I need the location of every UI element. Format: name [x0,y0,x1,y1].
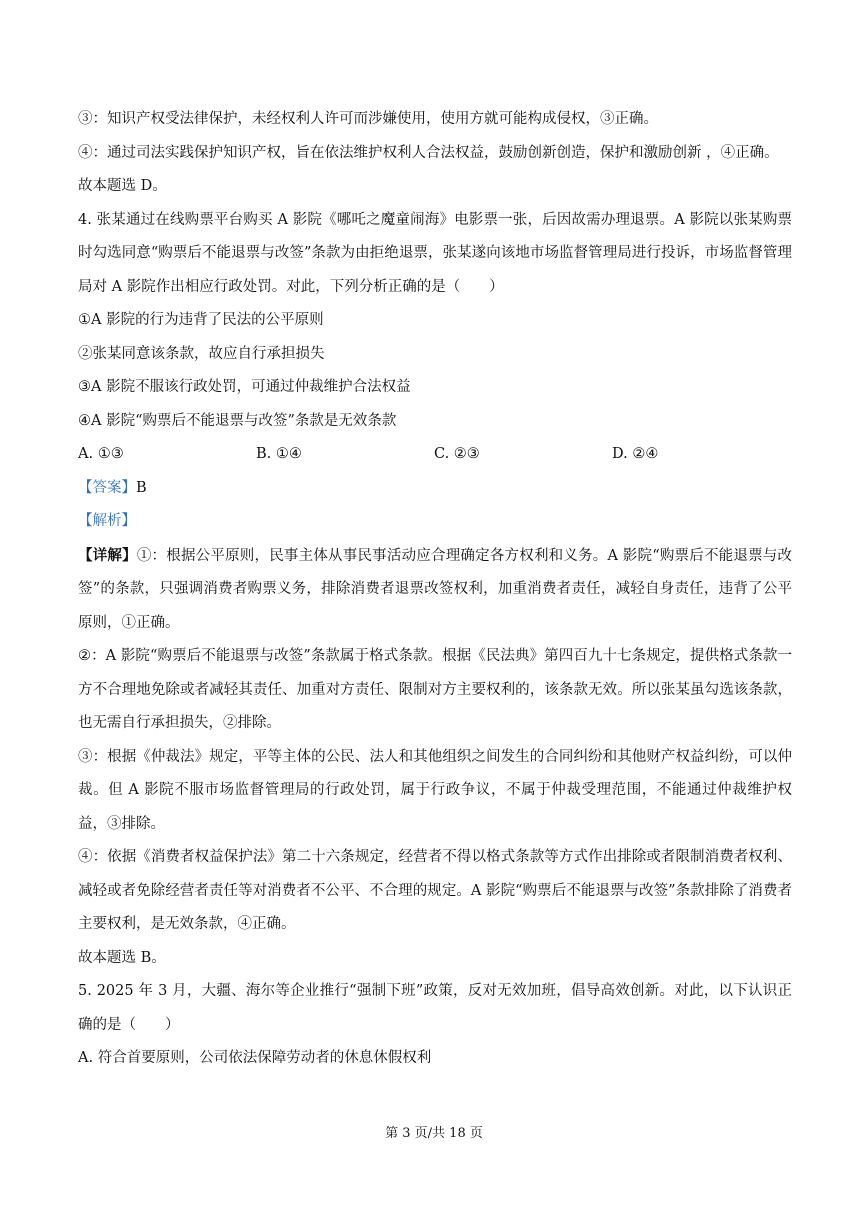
question-4-item-1: ①A 影院的行为违背了民法的公平原则 [78,312,324,328]
answer-line [78,472,792,506]
detail-2: ②：A 影院“购票后不能退票与改签”条款属于格式条款。根据《民法典》第四百九十七条规定，提供格式条款一方不合理地免除或者减轻其责任、加重对方责任、限制对方主要权利的，该条款无效。所以张某虽勾选该条款，也无需自行承担损失，②排除。 [78,648,792,731]
answer-tag: 【答案】 [78,479,136,496]
option-a: A. ①③ [78,446,124,462]
question-4-item-4: ④A 影院“购票后不能退票与改签”条款是无效条款 [78,412,397,429]
question-5-option-a: A. 符合首要原则，公司依法保障劳动者的休息休假权利 [78,1050,432,1066]
detail-1 [78,539,792,641]
question-4-stem: 4. 张某通过在线购票平台购买 A 影院《哪吒之魔童闹海》电影票一张，后因故需办理退票。A 影院以张某购票时勾选同意“购票后不能退票与改签”条款为由拒绝退票，张某遂向该地市场监督管理局进行投诉，市场监督管理局对 A 影院作出相应行政处罚。对此，下列分析正确的是（ ） [78,211,792,295]
analysis-line [78,505,792,539]
option-c: C. ②③ [434,446,480,462]
question-4-conclusion: 故本题选 B。 [78,949,166,966]
question-4-options [78,438,792,472]
prev-analysis-3: ③：知识产权受法律保护，未经权利人许可而涉嫌使用，使用方就可能构成侵权，③正确。 [78,111,658,127]
detail-tag: 【详解】 [78,546,137,564]
question-4-item-2: ②张某同意该条款，故应自行承担损失 [78,345,325,362]
detail-3: ③：根据《仲裁法》规定，平等主体的公民、法人和其他组织之间发生的合同纠纷和其他财产权益纠纷，可以仲裁。但 A 影院不服市场监督管理局的行政处罚，属于行政争议，不属于仲裁受理范围，不能通过仲裁维护权益，③排除。 [78,748,792,832]
option-d: D. ②④ [612,446,659,462]
prev-conclusion: 故本题选 D。 [78,178,167,194]
answer-value: B [136,479,147,496]
detail-4: ④：依据《消费者权益保护法》第二十六条规定，经营者不得以格式条款等方式作出排除或者限制消费者权利、减轻或者免除经营者责任等对消费者不公平、不合理的规定。A 影院“购票后不能退票与改签”条款排除了消费者主要权利，是无效条款，④正确。 [78,849,792,932]
detail-1-text: ①：根据公平原则，民事主体从事民事活动应合理确定各方权利和义务。A 影院“购票后不能退票与改签”的条款，只强调消费者购票义务，排除消费者退票改签权利，加重消费者责任，减轻自身责任，违背了公平原则，①正确。 [78,547,792,631]
prev-analysis-4: ④：通过司法实践保护知识产权，旨在依法维护权利人合法权益，鼓励创新创造，保护和激励创新 ，④正确。 [78,144,779,161]
document-body [78,103,792,1076]
page-footer: 第 3 页/共 18 页 [385,1126,483,1141]
question-5-stem: 5. 2025 年 3 月，大疆、海尔等企业推行“强制下班”政策，反对无效加班，倡导高效创新。对此，以下认识正确的是（ ） [78,983,792,1033]
question-4-item-3: ③A 影院不服该行政处罚，可通过仲裁维护合法权益 [78,379,411,395]
option-b: B. ①④ [256,446,302,462]
analysis-tag: 【解析】 [78,513,136,529]
